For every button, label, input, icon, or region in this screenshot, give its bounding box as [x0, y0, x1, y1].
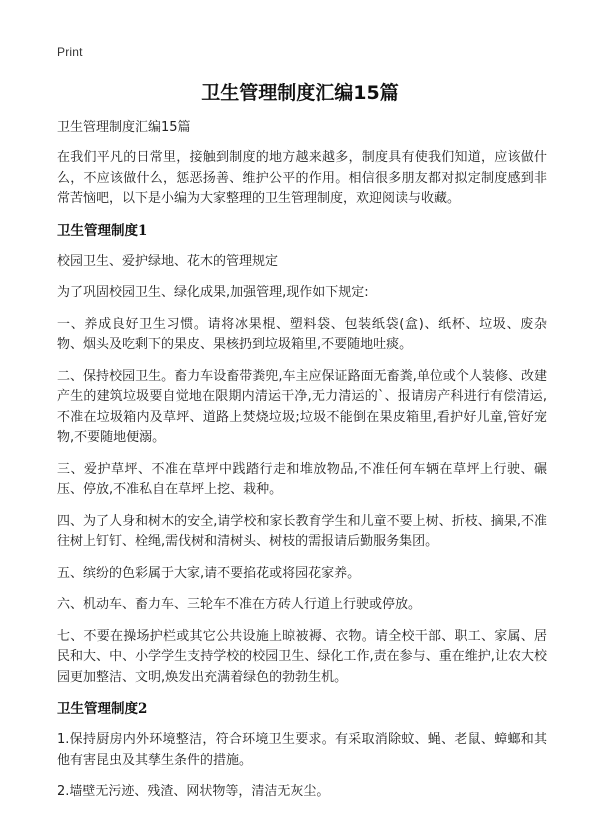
page-title: 卫生管理制度汇编15篇 — [201, 82, 399, 104]
paragraph: 三、爱护草坪、不准在草坪中践踏行走和堆放物品,不准任何车辆在草坪上行驶、碾压、停放,不准私自在草坪上挖、栽种。 — [57, 461, 547, 497]
document-subtitle: 卫生管理制度汇编15篇 — [57, 120, 191, 135]
paragraph: 为了巩固校园卫生、绿化成果,加强管理,现作如下规定: — [57, 285, 369, 300]
document-body — [57, 118, 547, 814]
paragraph: 校园卫生、爱护绿地、花木的管理规定 — [57, 253, 279, 269]
paragraph: 四、为了人身和树木的安全,请学校和家长教育学生和儿童不要上树、折枝、摘果,不准往树上钉钉、栓绳,需伐树和清树头、树枝的需报请后勤服务集团。 — [57, 513, 547, 549]
paragraph: 七、不要在操场护栏或其它公共设施上晾被褥、衣物。请全校干部、职工、家属、居民和大、中、小学学生支持学校的校园卫生、绿化工作,责在参与、重在维护,让农大校园更加整洁、文明,焕发出充满着绿色的勃勃生机。 — [57, 628, 547, 685]
paragraph: 一、养成良好卫生习惯。请将冰果棍、塑料袋、包装纸袋(盒)、纸杯、垃圾、废杂物、烟头及吃剩下的果皮、果核扔到垃圾箱里,不要随地吐痰。 — [57, 316, 547, 352]
paragraph: 六、机动车、畜力车、三轮车不准在方砖人行道上行驶或停放。 — [57, 597, 422, 612]
section-heading-1: 卫生管理制度1 — [57, 222, 148, 239]
intro-paragraph: 在我们平凡的日常里，接触到制度的地方越来越多，制度具有使我们知道，应该做什么，不应该做什么，惩恶扬善、维护公平的作用。相信很多朋友都对拟定制度感到非常苦恼吧，以下是小编为大家整理的卫生管理制度，欢迎阅读与收藏。 — [57, 150, 547, 206]
paragraph: 1.保持厨房内外环境整洁，符合环境卫生要求。有采取消除蚊、蝇、老鼠、蟑螂和其他有害昆虫及其孳生条件的措施。 — [57, 732, 547, 768]
paragraph: 五、缤纷的色彩属于大家,请不要掐花或将园花家养。 — [57, 565, 361, 581]
section-heading-2: 卫生管理制度2 — [57, 701, 148, 717]
paragraph: 2.墙壁无污迹、残渣、网状物等，清洁无灰尘。 — [57, 784, 330, 799]
print-label: Print — [57, 45, 83, 59]
paragraph: 二、保持校园卫生。畜力车设畜带粪兜,车主应保证路面无畜粪,单位或个人装修、改建产生的建筑垃圾要自觉地在限期内清运干净,无力清运的`、报请房产科进行有偿清运,不准在垃圾箱内及草坪、道路上焚烧垃圾;垃圾不能倒在果皮箱里,看护好儿童,管好宠物,不要随地便溺。 — [57, 368, 547, 445]
